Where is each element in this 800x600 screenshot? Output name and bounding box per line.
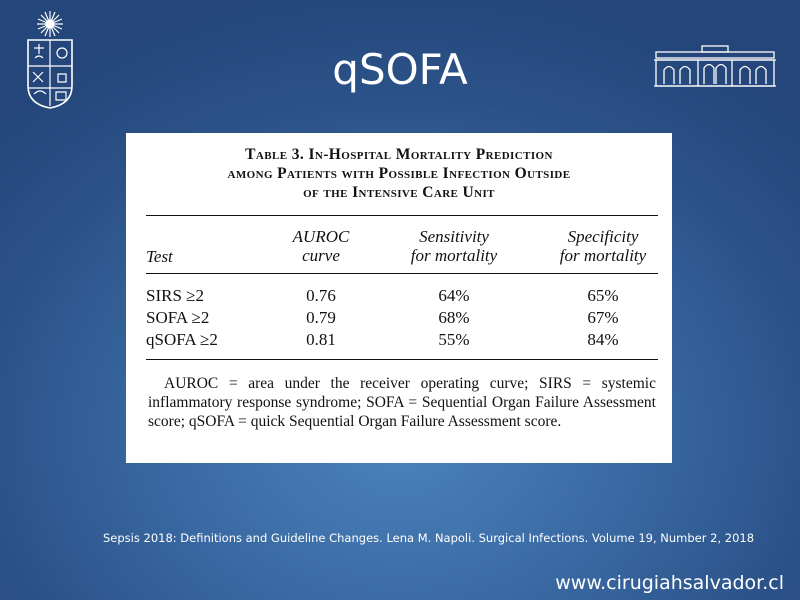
website-url: www.cirugiahsalvador.cl: [555, 572, 784, 594]
source-citation: Sepsis 2018: Definitions and Guideline Changes. Lena M. Napoli. Surgical Infections. Volume 19, Number 2, 2018: [103, 531, 755, 545]
table-caption: [136, 145, 662, 202]
row-specificity: 65%: [587, 286, 619, 305]
caption-line: among Patients with Possible Infection Outside: [227, 165, 571, 182]
row-auroc: 0.79: [306, 308, 336, 327]
row-auroc: 0.81: [306, 330, 336, 349]
header-auroc-line: curve: [302, 246, 340, 265]
row-sensitivity: 55%: [438, 330, 470, 349]
caption-line: Table 3. In-Hospital Mortality Prediction: [245, 146, 553, 163]
header-specificity: [538, 227, 668, 265]
header-auroc-line: AUROC: [292, 227, 350, 246]
table-bottom-rule: [146, 359, 658, 360]
row-sensitivity: 68%: [438, 308, 470, 327]
header-specificity-line: Specificity: [567, 227, 639, 246]
row-test: qSOFA ≥2: [146, 330, 218, 349]
header-specificity-line: for mortality: [559, 246, 647, 265]
row-test: SIRS ≥2: [146, 286, 204, 305]
mortality-prediction-table: [126, 133, 672, 463]
row-specificity: 67%: [587, 308, 619, 327]
header-sensitivity-line: Sensitivity: [419, 227, 489, 246]
table-header-rule: [146, 273, 658, 274]
header-auroc: [266, 227, 376, 265]
row-specificity: 84%: [587, 330, 619, 349]
header-test: Test: [146, 247, 173, 266]
table-footnote: AUROC = area under the receiver operating curve; SIRS = systemic inflammatory response syndrome; SOFA = Sequential Organ Failure Assessment score; qSOFA = quick Sequential Organ Failure Assessment score.: [148, 375, 656, 430]
row-test: SOFA ≥2: [146, 308, 210, 327]
header-sensitivity-line: for mortality: [410, 246, 498, 265]
row-sensitivity: 64%: [438, 286, 470, 305]
table-top-rule: [146, 215, 658, 216]
row-auroc: 0.76: [306, 286, 336, 305]
slide-title: qSOFA: [332, 45, 468, 94]
header-sensitivity: [384, 227, 524, 265]
caption-line: of the Intensive Care Unit: [303, 184, 495, 201]
